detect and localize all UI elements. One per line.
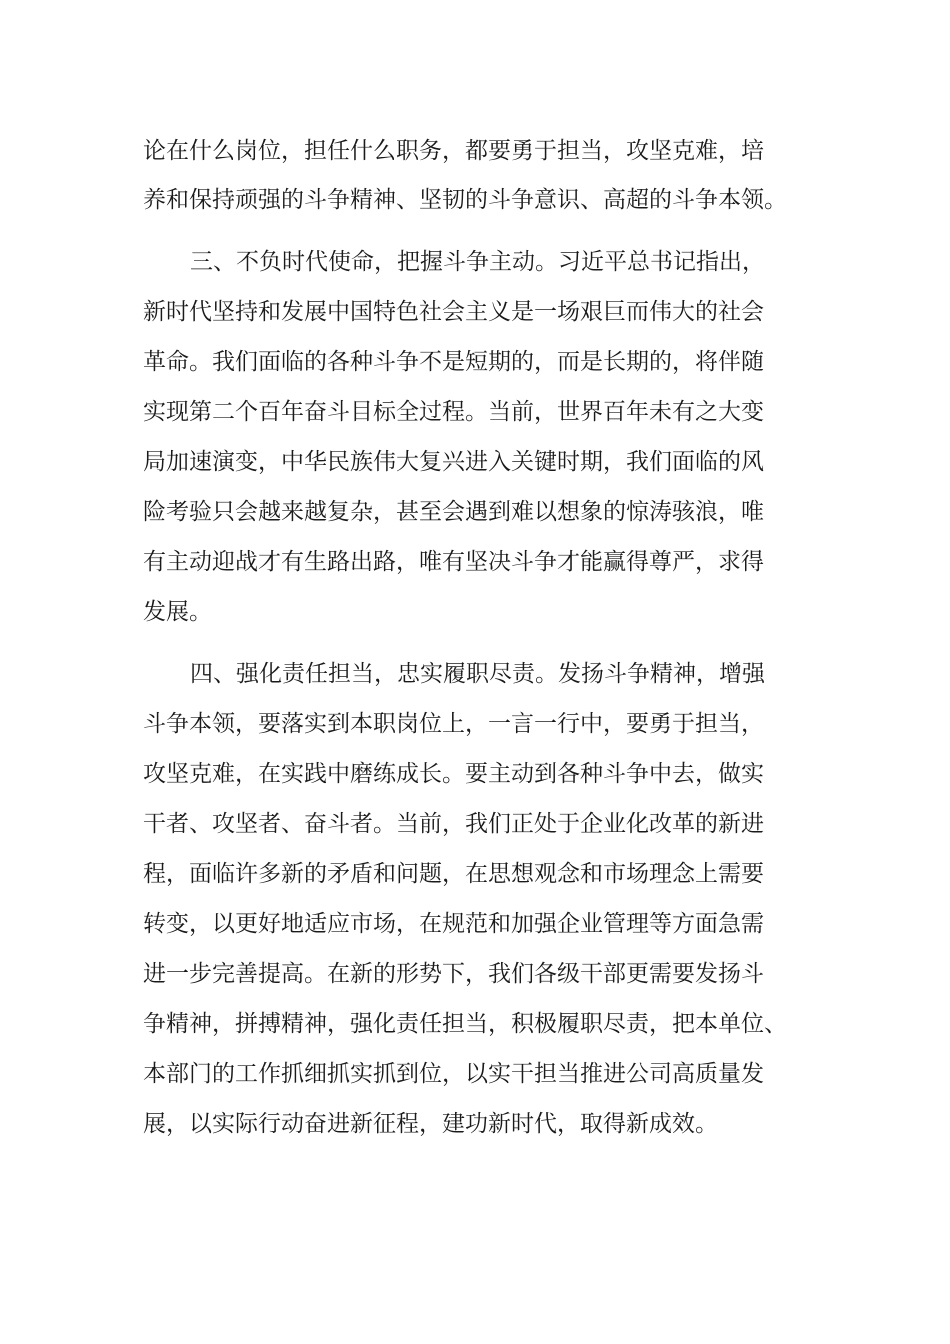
- text-line: 发展。: [143, 599, 212, 625]
- text-line: 养和保持顽强的斗争精神、坚韧的斗争意识、高超的斗争本领。: [143, 187, 787, 213]
- text-line: 攻坚克难，在实践中磨练成长。要主动到各种斗争中去，做实: [143, 761, 764, 787]
- text-line: 险考验只会越来越复杂，甚至会遇到难以想象的惊涛骇浪，唯: [143, 499, 764, 525]
- text-line: 干者、攻坚者、奋斗者。当前，我们正处于企业化改革的新进: [143, 811, 764, 837]
- text-line: 论在什么岗位，担任什么职务，都要勇于担当，攻坚克难，培: [143, 138, 764, 164]
- text-line: 斗争本领，要落实到本职岗位上，一言一行中，要勇于担当，: [143, 711, 764, 737]
- text-line: 局加速演变，中华民族伟大复兴进入关键时期，我们面临的风: [143, 449, 764, 475]
- text-line: 转变，以更好地适应市场，在规范和加强企业管理等方面急需: [143, 911, 764, 937]
- text-line: 本部门的工作抓细抓实抓到位，以实干担当推进公司高质量发: [143, 1061, 764, 1087]
- text-line: 新时代坚持和发展中国特色社会主义是一场艰巨而伟大的社会: [143, 299, 764, 325]
- text-line: 革命。我们面临的各种斗争不是短期的，而是长期的，将伴随: [143, 349, 764, 375]
- text-line: 争精神，拼搏精神，强化责任担当，积极履职尽责，把本单位、: [143, 1011, 787, 1037]
- text-line: 有主动迎战才有生路出路，唯有坚决斗争才能赢得尊严，求得: [143, 549, 764, 575]
- section-heading-line: 四、强化责任担当，忠实履职尽责。发扬斗争精神，增强: [190, 661, 765, 687]
- text-line: 展，以实际行动奋进新征程，建功新时代，取得新成效。: [143, 1111, 718, 1137]
- section-heading-line: 三、不负时代使命，把握斗争主动。习近平总书记指出，: [190, 249, 765, 275]
- text-line: 进一步完善提高。在新的形势下，我们各级干部更需要发扬斗: [143, 961, 764, 987]
- text-line: 程，面临许多新的矛盾和问题，在思想观念和市场理念上需要: [143, 861, 764, 887]
- text-line: 实现第二个百年奋斗目标全过程。当前，世界百年未有之大变: [143, 399, 764, 425]
